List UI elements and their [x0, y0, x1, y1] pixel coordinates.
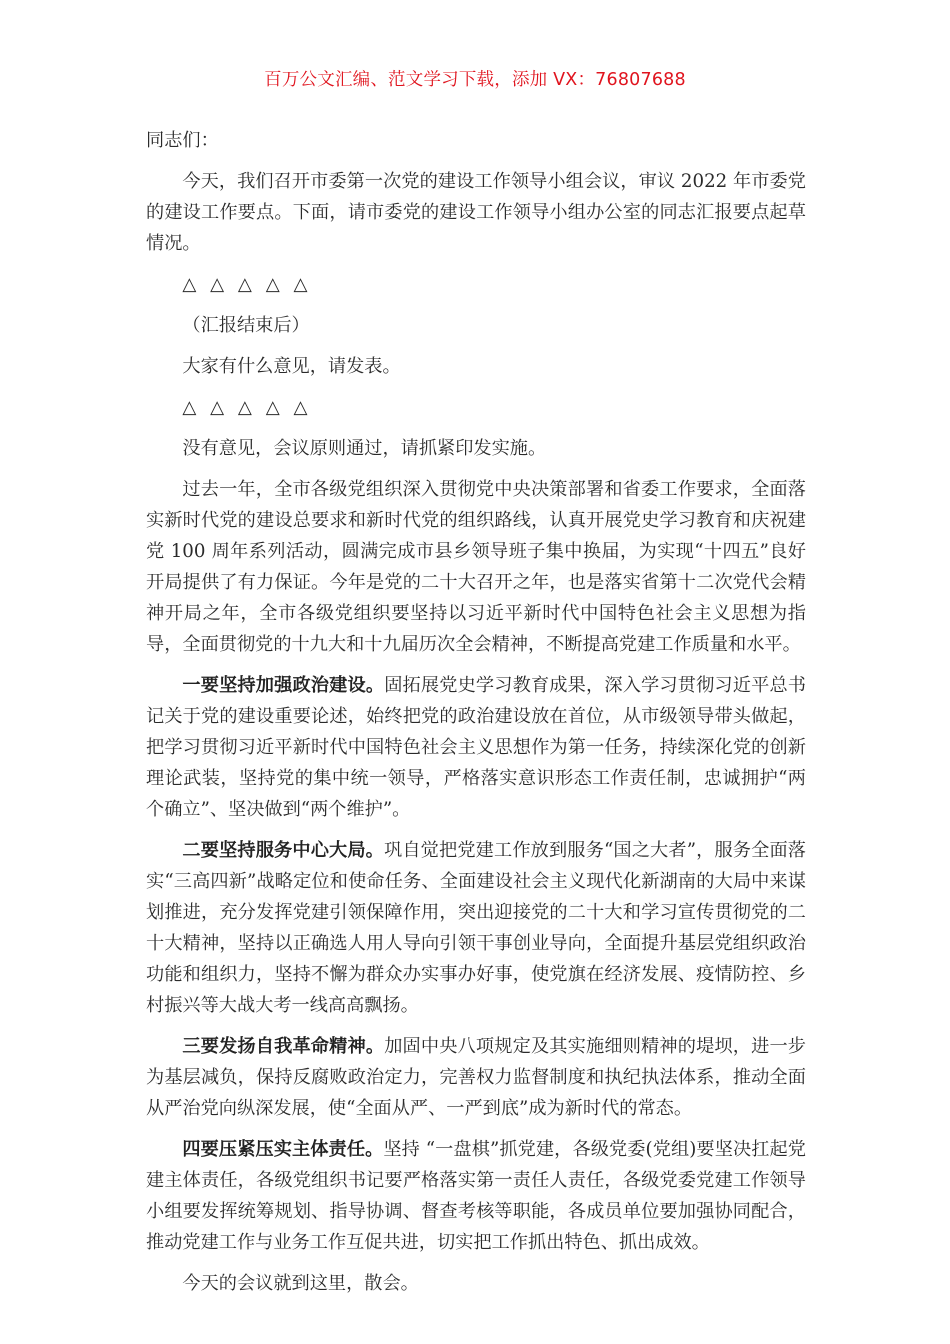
point-one-heading: 一要坚持加强政治建设。: [182, 675, 385, 696]
triangle-marker-row: △ △ △ △ △: [182, 274, 312, 295]
point-four-text: 坚持 “一盘棋”抓党建，各级党委(党组)要坚决扛起党建主体责任，各级党组织书记要严格落实第一责任人责任，各级党委党建工作领导小组要发挥统筹规划、指导协调、督查考核等职能，各成员单位要加强协同配合，推动党建工作与业务工作互促共进，切实把工作抓出特色、抓出成效。: [146, 1139, 806, 1253]
salutation: 同志们：: [146, 130, 219, 151]
point-four-heading: 四要压紧压实主体责任。: [182, 1139, 384, 1160]
paragraph-invite-opinions: 大家有什么意见，请发表。: [182, 356, 401, 377]
triangle-marker-row: △ △ △ △ △: [182, 397, 312, 418]
point-three-heading: 三要发扬自我革命精神。: [182, 1036, 385, 1057]
paragraph-point-four: [146, 1134, 806, 1258]
document-body: [146, 125, 806, 1309]
paragraph-point-three: [146, 1031, 806, 1124]
paragraph-approved: 没有意见，会议原则通过，请抓紧印发实施。: [182, 438, 547, 459]
paragraph-point-two: [146, 835, 806, 1021]
point-two-heading: 二要坚持服务中心大局。: [182, 840, 385, 861]
point-one-text: 固拓展党史学习教育成果，深入学习贯彻习近平总书记关于党的建设重要论述，始终把党的政治建设放在首位，从市级领导带头做起，把学习贯彻习近平新时代中国特色社会主义思想作为第一任务，持续深化党的创新理论武装，坚持党的集中统一领导，严格落实意识形态工作责任制，忠诚拥护“两个确立”、坚决做到“两个维护”。: [146, 675, 806, 820]
paragraph-opening: 今天，我们召开市委第一次党的建设工作领导小组会议，审议 2022 年市委党的建设工作要点。下面，请市委党的建设工作领导小组办公室的同志汇报要点起草情况。: [146, 171, 806, 254]
watermark-header: 百万公文汇编、范文学习下载，添加 VX：76807688: [264, 70, 686, 90]
point-three-text: 加固中央八项规定及其实施细则精神的堤坝，进一步为基层减负，保持反腐败政治定力，完善权力监督制度和执纪执法体系，推动全面从严治党向纵深发展，使“全面从严、一严到底”成为新时代的常态。: [146, 1036, 806, 1119]
paragraph-point-one: [146, 670, 806, 825]
paragraph-past-year-review: 过去一年，全市各级党组织深入贯彻党中央决策部署和省委工作要求，全面落实新时代党的建设总要求和新时代党的组织路线，认真开展党史学习教育和庆祝建党 100 周年系列活动，圆满完成市县乡领导班子集中换届，为实现“十四五”良好开局提供了有力保证。今年是党的二十大召开之年，也是落实省第十二次党代会精神开局之年，全市各级党组织要坚持以习近平新时代中国特色社会主义思想为指导，全面贯彻党的十九大和十九届历次全会精神，不断提高党建工作质量和水平。: [146, 479, 806, 655]
point-two-text: 巩自觉把党建工作放到服务“国之大者”，服务全面落实“三高四新”战略定位和使命任务、全面建设社会主义现代化新湖南的大局中来谋划推进，充分发挥党建引领保障作用，突出迎接党的二十大和学习宣传贯彻党的二十大精神，坚持以正确选人用人导向引领干事创业导向，全面提升基层党组织政治功能和组织力，坚持不懈为群众办实事办好事，使党旗在经济发展、疫情防控、乡村振兴等大战大考一线高高飘扬。: [146, 840, 806, 1016]
paragraph-closing: 今天的会议就到这里，散会。: [182, 1273, 419, 1294]
paragraph-report-ended: （汇报结束后）: [182, 315, 310, 336]
